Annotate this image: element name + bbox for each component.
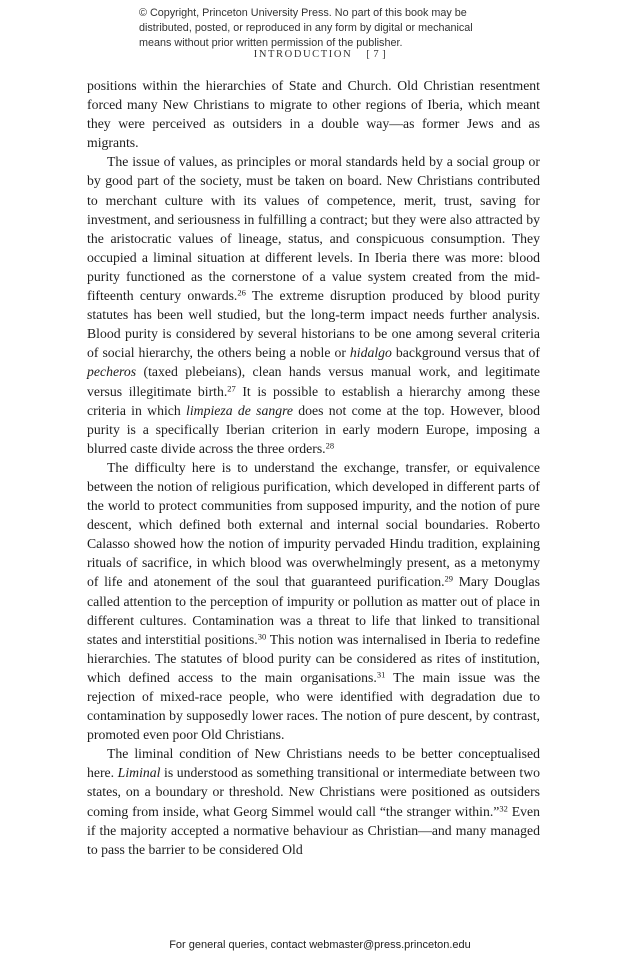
text-run: It is possible to establish a hierarchy among these criteria in which [87,383,540,418]
copyright-line: distributed, posted, or reproduced in any form by digital or mechanical [139,22,473,34]
text-run: background versus that of [391,345,540,361]
italic-term: pecheros [87,364,137,380]
copyright-notice [139,6,559,51]
footnote-ref: 29 [444,573,454,584]
text-run: is understood as something transitional or intermediate between two states, on a boundary or threshold. New Christians were positioned as outsiders coming from inside, what Georg Simmel would call “the stranger within.” [87,765,541,819]
text-run: The issue of values, as principles or moral standards held by a social group or by good part of the society, must be taken on board. New Christians contributed to merchant culture with its values of competence, merit, trust, saving for investment, and seriousness in fulfilling a contract; but they were also attracted by the aristocratic values of lineage, status, and conspicuous consumption. They occupied a liminal situation at different levels. In Iberia there was more: blood purity functioned as the cornerstone of a value system created from the mid-fifteenth century onwards. [87,154,540,304]
paragraph [87,152,540,458]
italic-term: hidalgo [349,345,392,361]
footnote-ref: 28 [325,440,335,451]
page-number: [ 7 ] [366,49,387,60]
footnote-ref: 27 [227,383,236,393]
text-run: does not come at the top. However, blood purity is a specifically Iberian criterion in early modern Europe, imposing a blurred caste divide across the three orders. [87,402,540,456]
chapter-title: INTRODUCTION [253,49,353,60]
paragraph [87,76,540,152]
footnote-ref: 31 [376,669,386,680]
italic-term: limpieza de sangre [186,402,294,418]
text-run: The liminal condition of New Christians needs to be better conceptualised here. [87,746,540,781]
footnote-ref: 30 [257,631,267,642]
footer-contact: For general queries, contact webmaster@press.princeton.edu [169,939,471,951]
footnote-ref: 32 [499,803,508,814]
footnote-ref: 26 [237,287,246,298]
text-run: The extreme disruption produced by blood purity statutes has been well studied, but the long-term impact needs further analysis. Blood purity is considered by several historians to be one among several criteria of social hierarchy, the others being a noble or [87,288,540,361]
text-run: positions within the hierarchies of State and Church. Old Christian resentment forced many New Christians to migrate to other regions of Iberia, which meant they were perceived as outsiders in a double way—as former Jews and as migrants. [87,78,540,151]
text-run: (taxed plebeians), clean hands versus manual work, and legitimate versus illegitimate birth. [87,364,540,399]
text-run: Mary Douglas called attention to the perception of impurity or pollution as matter out of place in different cultures. Contamination was a threat to life that linked to transitional states and interstitial positions. [87,574,540,647]
text-run: This notion was internalised in Iberia to redefine hierarchies. The statutes of blood purity can be considered as rites of institution, which defined access to the main organisations. [87,631,540,685]
body-text [87,76,540,859]
running-head [0,49,640,60]
paragraph [87,744,540,859]
copyright-line: © Copyright, Princeton University Press. No part of this book may be [139,7,467,19]
copyright-line: means without prior written permission of the publisher. [139,37,403,49]
italic-term: Liminal [117,765,161,781]
text-run: The main issue was the rejection of mixed-race people, who were identified with degradation due to contamination by supposedly lower races. The notion of pure descent, by contrast, promoted even poor Old Christians. [87,669,540,743]
text-run: Even if the majority accepted a normative behaviour as Christian—and many managed to pass the barrier to be considered Old [87,803,540,857]
paragraph [87,458,540,744]
text-run: The difficulty here is to understand the exchange, transfer, or equivalence between the notion of religious purification, which developed in different parts of the world to protect communities from supposed impurity, and the notion of pure descent, which defined both external and internal social boundaries. Roberto Calasso showed how the notion of impurity pervaded Hindu tradition, explaining rituals of sacrifice, in which blood was overwhelmingly present, as a metonymy of life and atonement of the soul that guaranteed purification. [87,459,540,590]
